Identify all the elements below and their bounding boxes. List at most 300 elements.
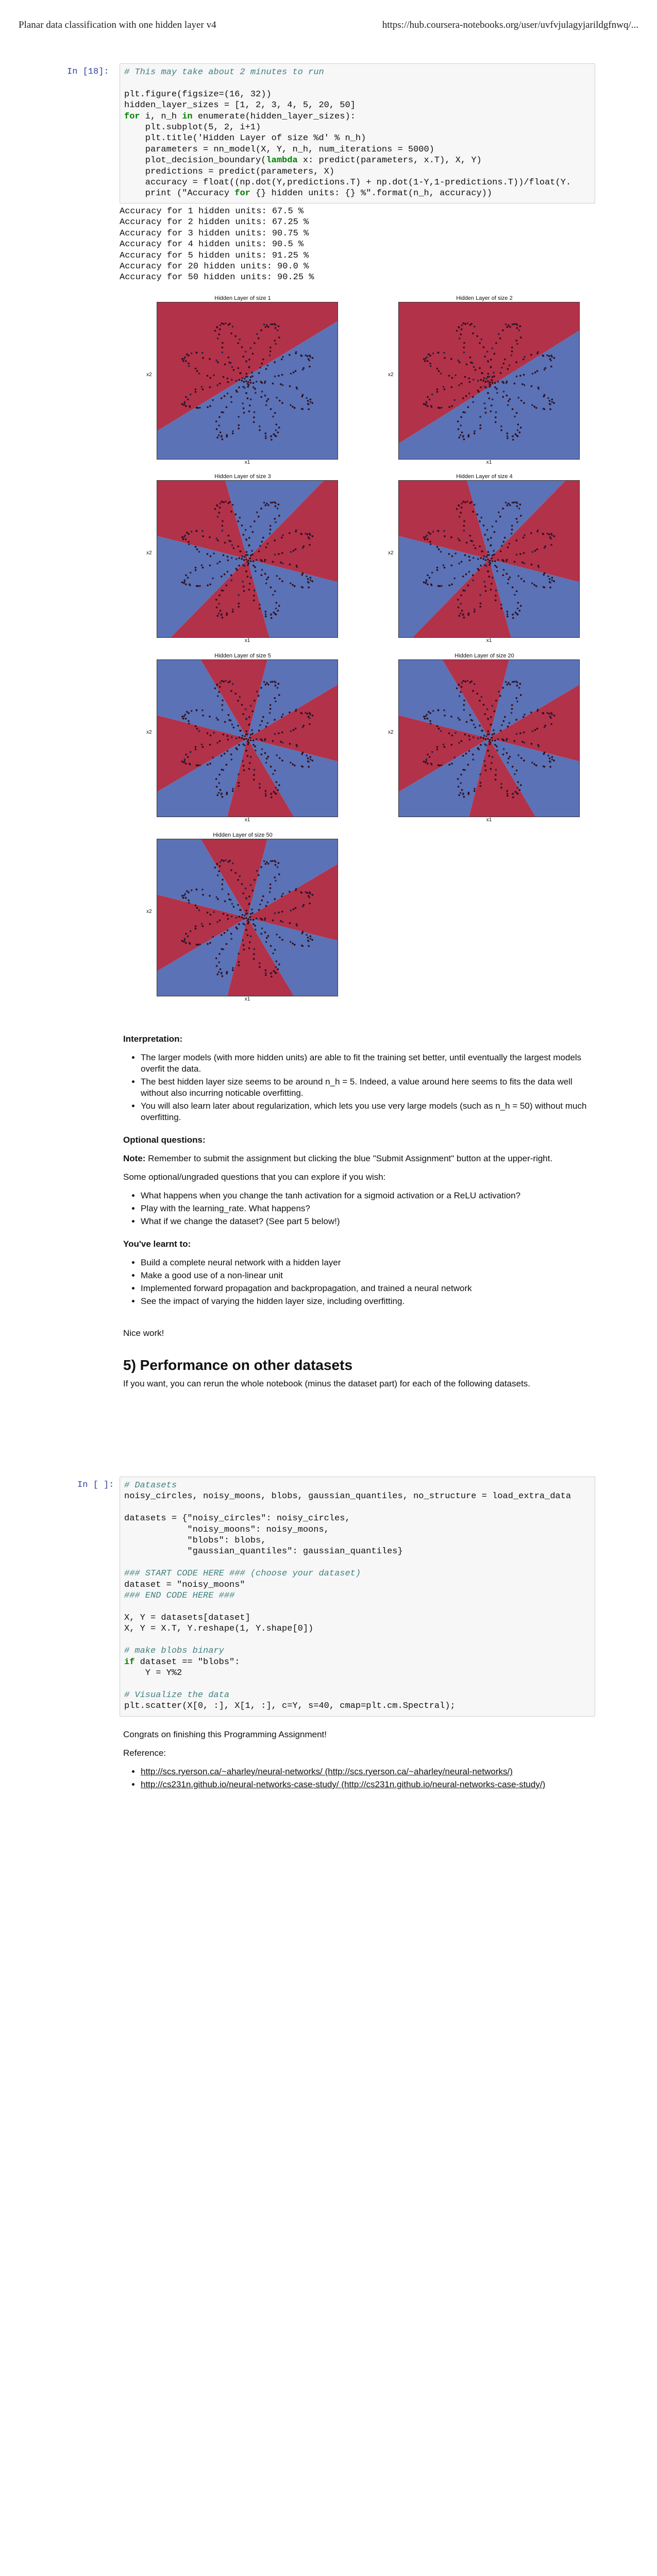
scatter-point xyxy=(496,392,498,394)
scatter-point xyxy=(228,362,230,364)
plot-area xyxy=(157,659,338,817)
scatter-point xyxy=(464,501,466,503)
scatter-point xyxy=(485,590,487,592)
scatter-point xyxy=(303,546,305,548)
scatter-point xyxy=(270,324,272,326)
scatter-point xyxy=(186,353,188,355)
scatter-point xyxy=(270,860,272,862)
scatter-point xyxy=(463,769,465,771)
scatter-point xyxy=(227,393,229,395)
scatter-point xyxy=(221,755,223,757)
scatter-point xyxy=(220,682,222,684)
scatter-point xyxy=(516,733,518,735)
scatter-point xyxy=(496,745,498,748)
scatter-point xyxy=(289,354,291,356)
scatter-point xyxy=(461,328,463,330)
scatter-point xyxy=(228,719,230,721)
scatter-point xyxy=(306,575,308,578)
scatter-point xyxy=(241,380,243,382)
scatter-point xyxy=(239,737,241,739)
scatter-point xyxy=(269,350,272,352)
scatter-point xyxy=(216,863,218,865)
scatter-point xyxy=(250,756,252,758)
scatter-point xyxy=(216,504,218,506)
scatter-point xyxy=(309,714,311,716)
scatter-point xyxy=(481,550,483,552)
scatter-point xyxy=(274,719,276,721)
scatter-point xyxy=(551,534,553,536)
scatter-point xyxy=(278,862,280,864)
scatter-point xyxy=(242,402,244,404)
scatter-point xyxy=(293,371,295,374)
scatter-point xyxy=(264,395,266,397)
scatter-point xyxy=(500,429,502,431)
scatter-point xyxy=(274,554,276,556)
scatter-point xyxy=(292,943,294,945)
scatter-point xyxy=(186,890,188,892)
scatter-point xyxy=(227,378,229,380)
scatter-point xyxy=(469,357,471,359)
scatter-point xyxy=(458,742,460,744)
scatter-point xyxy=(549,766,551,768)
scatter-point xyxy=(269,708,272,710)
scatter-point xyxy=(248,895,250,897)
scatter-point xyxy=(232,504,234,506)
scatter-point xyxy=(256,559,258,561)
scatter-point xyxy=(221,792,223,794)
scatter-point xyxy=(492,577,494,579)
scatter-point xyxy=(499,337,501,340)
scatter-point xyxy=(272,324,274,326)
scatter-point xyxy=(259,604,261,606)
scatter-point xyxy=(517,602,519,604)
scatter-point xyxy=(218,792,220,794)
scatter-point xyxy=(274,539,276,541)
scatter-point xyxy=(469,502,471,504)
scatter-point xyxy=(427,360,429,362)
code-cell-datasets[interactable] xyxy=(120,1477,595,1717)
scatter-point xyxy=(250,526,252,528)
scatter-point xyxy=(460,595,462,597)
scatter-point xyxy=(248,903,250,905)
scatter-point xyxy=(265,795,267,797)
scatter-point xyxy=(509,756,511,758)
scatter-point xyxy=(265,863,267,865)
scatter-point xyxy=(462,792,464,794)
scatter-point xyxy=(184,893,187,895)
scatter-point xyxy=(209,744,211,746)
scatter-point xyxy=(238,606,240,608)
scatter-point xyxy=(491,737,493,739)
scatter-point xyxy=(244,378,246,380)
scatter-point xyxy=(259,607,261,609)
scatter-point xyxy=(549,757,551,759)
scatter-point xyxy=(516,701,518,703)
scatter-point xyxy=(212,399,214,401)
scatter-point xyxy=(450,536,452,538)
scatter-point xyxy=(430,763,432,765)
scatter-point xyxy=(495,421,497,423)
scatter-point xyxy=(238,961,240,963)
scatter-point xyxy=(484,534,486,536)
scatter-point xyxy=(189,584,191,586)
scatter-point xyxy=(300,891,302,893)
scatter-point xyxy=(466,680,468,682)
scatter-point xyxy=(186,532,188,534)
scatter-point xyxy=(429,363,431,365)
scatter-point xyxy=(224,901,226,903)
scatter-point xyxy=(275,864,277,866)
scatter-point xyxy=(309,360,311,362)
scatter-point xyxy=(221,934,223,936)
scatter-point xyxy=(215,778,217,780)
scatter-point xyxy=(260,918,262,920)
scatter-point xyxy=(479,367,481,369)
scatter-point xyxy=(536,727,538,730)
scatter-point xyxy=(295,907,297,909)
scatter-point xyxy=(553,580,555,582)
scatter-point xyxy=(202,388,204,391)
scatter-point xyxy=(219,383,221,385)
scatter-point xyxy=(277,687,279,689)
scatter-point xyxy=(247,923,249,925)
scatter-point xyxy=(426,579,428,581)
scatter-point xyxy=(531,743,533,745)
scatter-point xyxy=(275,502,277,504)
scatter-point xyxy=(542,533,544,535)
scatter-point xyxy=(240,909,242,911)
plot-title: Hidden Layer of size 20 xyxy=(454,653,514,659)
scatter-point xyxy=(182,538,184,540)
scatter-point xyxy=(518,329,520,331)
scatter-point xyxy=(235,568,238,570)
scatter-point xyxy=(519,683,521,685)
scatter-point xyxy=(542,354,544,357)
scatter-point xyxy=(551,579,553,581)
scatter-point xyxy=(429,720,431,722)
scatter-point xyxy=(282,384,284,386)
scatter-point xyxy=(549,578,551,580)
scatter-point xyxy=(258,372,260,374)
scatter-point xyxy=(306,934,308,936)
scatter-point xyxy=(278,733,280,735)
plot-area xyxy=(157,839,338,996)
scatter-point xyxy=(507,432,509,434)
scatter-point xyxy=(518,687,520,689)
scatter-point xyxy=(195,925,197,927)
scatter-point xyxy=(448,375,450,377)
scatter-point xyxy=(521,383,524,385)
scatter-point xyxy=(310,399,312,401)
scatter-point xyxy=(222,347,224,349)
scatter-point xyxy=(282,714,284,716)
scatter-point xyxy=(458,504,460,506)
scatter-point xyxy=(438,370,440,372)
scatter-point xyxy=(300,712,302,714)
scatter-point xyxy=(259,783,261,785)
scatter-point xyxy=(245,360,247,362)
scatter-point xyxy=(450,716,452,718)
scatter-point xyxy=(463,520,465,522)
scatter-point xyxy=(464,554,466,556)
scatter-point xyxy=(230,396,232,398)
scatter-point xyxy=(218,603,220,605)
scatter-point xyxy=(500,783,502,785)
scatter-point xyxy=(503,748,505,750)
scatter-point xyxy=(487,558,489,561)
scatter-point xyxy=(256,512,258,514)
scatter-point xyxy=(453,757,456,759)
scatter-point xyxy=(252,386,255,388)
scatter-point xyxy=(515,539,517,541)
scatter-point xyxy=(219,561,221,563)
scatter-point xyxy=(494,382,496,384)
scatter-point xyxy=(444,715,446,717)
scatter-point xyxy=(221,323,223,325)
scatter-point xyxy=(267,326,269,328)
scatter-point xyxy=(274,376,276,378)
scatter-point xyxy=(290,910,292,912)
scatter-point xyxy=(543,408,545,410)
scatter-point xyxy=(186,711,188,713)
scatter-point xyxy=(245,917,247,919)
scatter-point xyxy=(479,785,481,787)
reference-link[interactable]: http://cs231n.github.io/neural-networks-case-study/ (http://cs231n.github.io/neural-networks-case-study/) xyxy=(141,1780,546,1789)
scatter-point xyxy=(290,761,292,764)
scatter-point xyxy=(517,575,519,577)
scatter-point xyxy=(307,578,309,580)
scatter-point xyxy=(294,765,296,767)
scatter-point xyxy=(228,861,230,863)
scatter-point xyxy=(238,416,240,418)
scatter-point xyxy=(305,354,307,357)
plot-title: Hidden Layer of size 5 xyxy=(214,653,271,659)
scatter-point xyxy=(292,406,294,408)
scatter-point xyxy=(499,695,501,697)
scatter-point xyxy=(511,708,513,710)
scatter-point xyxy=(507,795,509,797)
scatter-point xyxy=(214,508,216,510)
scatter-point xyxy=(474,683,476,685)
scatter-point xyxy=(483,377,485,379)
scatter-point xyxy=(530,532,532,534)
scatter-point xyxy=(551,577,553,579)
scatter-point xyxy=(224,753,226,755)
scatter-point xyxy=(443,743,445,745)
scatter-point xyxy=(261,720,263,722)
scatter-point xyxy=(216,965,218,967)
scatter-point xyxy=(485,412,487,414)
scatter-point xyxy=(201,709,204,711)
scatter-point xyxy=(538,566,540,568)
x-axis-label: x1 xyxy=(486,460,492,465)
scatter-point xyxy=(444,567,446,569)
scatter-point xyxy=(242,760,244,762)
scatter-point xyxy=(495,342,497,344)
scatter-point xyxy=(249,379,251,381)
scatter-point xyxy=(494,386,496,388)
scatter-point xyxy=(196,585,198,587)
scatter-point xyxy=(507,616,509,618)
scatter-point xyxy=(454,732,457,734)
scatter-point xyxy=(248,716,250,718)
scatter-point xyxy=(222,884,224,886)
scatter-point xyxy=(276,575,278,577)
scatter-point xyxy=(185,574,187,577)
scatter-point xyxy=(247,397,249,399)
scatter-point xyxy=(458,428,460,430)
scatter-point xyxy=(271,972,273,974)
scatter-point xyxy=(448,553,450,555)
scatter-point xyxy=(470,540,472,542)
scatter-point xyxy=(518,507,520,510)
scatter-point xyxy=(189,763,191,765)
scatter-point xyxy=(267,684,269,686)
scatter-point xyxy=(235,737,238,739)
scatter-point xyxy=(472,580,474,582)
scatter-point xyxy=(487,392,489,394)
scatter-point xyxy=(243,590,245,592)
scatter-point xyxy=(270,502,272,504)
scatter-point xyxy=(253,774,255,776)
scatter-point xyxy=(511,350,513,352)
scatter-point xyxy=(473,724,475,726)
scatter-point xyxy=(496,750,498,752)
scatter-point xyxy=(309,896,311,899)
scatter-point xyxy=(234,693,237,695)
scatter-point xyxy=(195,725,197,727)
scatter-point xyxy=(437,765,440,767)
scatter-point xyxy=(437,352,440,354)
scatter-point xyxy=(495,411,497,413)
scatter-point xyxy=(230,759,232,761)
scatter-point xyxy=(310,758,312,760)
scatter-point xyxy=(531,582,533,584)
scatter-point xyxy=(491,762,493,764)
scatter-point xyxy=(524,714,526,716)
scatter-point xyxy=(427,583,429,585)
scatter-point xyxy=(195,905,197,907)
scatter-point xyxy=(215,717,217,719)
scatter-point xyxy=(267,365,269,367)
scatter-point xyxy=(484,564,486,566)
scatter-point xyxy=(276,602,278,604)
scatter-point xyxy=(223,913,225,915)
scatter-point xyxy=(302,369,304,371)
scatter-point xyxy=(278,427,280,429)
scatter-point xyxy=(223,860,225,862)
scatter-point xyxy=(249,941,251,943)
scatter-point xyxy=(498,333,500,335)
scatter-point xyxy=(250,884,252,886)
scatter-point xyxy=(253,958,255,960)
scatter-point xyxy=(426,401,428,403)
scatter-point xyxy=(441,407,443,409)
scatter-point xyxy=(241,558,243,560)
scatter-point xyxy=(544,547,546,549)
scatter-point xyxy=(215,896,217,899)
scatter-point xyxy=(498,691,500,693)
scatter-point xyxy=(209,405,211,407)
reference-link[interactable]: http://scs.ryerson.ca/~aharley/neural-networks/ (http://scs.ryerson.ca/~aharley/neural-networks/) xyxy=(141,1767,513,1776)
scatter-point xyxy=(516,502,518,504)
x-axis-label: x1 xyxy=(244,638,250,643)
scatter-point xyxy=(207,584,209,586)
scatter-point xyxy=(235,917,238,919)
scatter-point xyxy=(512,766,514,768)
scatter-point xyxy=(463,700,465,702)
scatter-point xyxy=(477,380,479,382)
scatter-point xyxy=(473,366,475,368)
scatter-point xyxy=(460,691,462,693)
scatter-point xyxy=(488,383,491,385)
scatter-point xyxy=(219,865,221,867)
scatter-point xyxy=(222,975,224,977)
page-url[interactable]: https://hub.coursera-notebooks.org/user/uvfvjulagyjarildgfnwq/... xyxy=(382,20,638,30)
scatter-point xyxy=(263,681,265,683)
scatter-point xyxy=(466,501,468,503)
scatter-point xyxy=(436,749,439,751)
scatter-point xyxy=(275,682,277,684)
scatter-point xyxy=(209,716,211,718)
scatter-point xyxy=(220,861,222,863)
scatter-point xyxy=(542,712,544,714)
scatter-point xyxy=(484,408,486,410)
scatter-point xyxy=(209,762,211,765)
scatter-point xyxy=(185,405,187,407)
scatter-point xyxy=(459,516,461,518)
scatter-point xyxy=(202,715,204,717)
scatter-point xyxy=(550,366,552,368)
scatter-point xyxy=(535,765,537,767)
scatter-point xyxy=(451,555,453,557)
scatter-point xyxy=(486,351,488,353)
scatter-point xyxy=(275,972,277,974)
scatter-point xyxy=(216,384,218,386)
scatter-point xyxy=(485,769,487,771)
scatter-point xyxy=(243,944,245,946)
scatter-point xyxy=(242,713,244,715)
scatter-point xyxy=(271,793,273,795)
scatter-point xyxy=(276,934,278,936)
scatter-point xyxy=(218,425,220,427)
scatter-point xyxy=(309,366,311,368)
scatter-point xyxy=(427,754,429,756)
scatter-point xyxy=(516,343,518,345)
code-cell-hidden-layer-sizes[interactable] xyxy=(120,63,595,204)
scatter-point xyxy=(231,903,233,905)
scatter-point xyxy=(483,402,485,404)
scatter-point xyxy=(533,764,535,766)
scatter-point xyxy=(250,734,252,736)
scatter-point xyxy=(450,358,452,360)
scatter-point xyxy=(308,587,310,589)
scatter-point xyxy=(209,942,211,944)
reference-list xyxy=(123,1766,595,1790)
scatter-point xyxy=(216,606,218,608)
scatter-point xyxy=(509,365,511,367)
scatter-point xyxy=(216,786,218,788)
scatter-point xyxy=(457,778,459,780)
scatter-point xyxy=(483,581,485,583)
scatter-point xyxy=(218,416,221,418)
scatter-point xyxy=(188,891,190,893)
scatter-point xyxy=(219,740,221,742)
scatter-point xyxy=(484,713,486,715)
scatter-point xyxy=(535,585,537,587)
scatter-point xyxy=(480,782,482,784)
scatter-point xyxy=(475,369,477,371)
